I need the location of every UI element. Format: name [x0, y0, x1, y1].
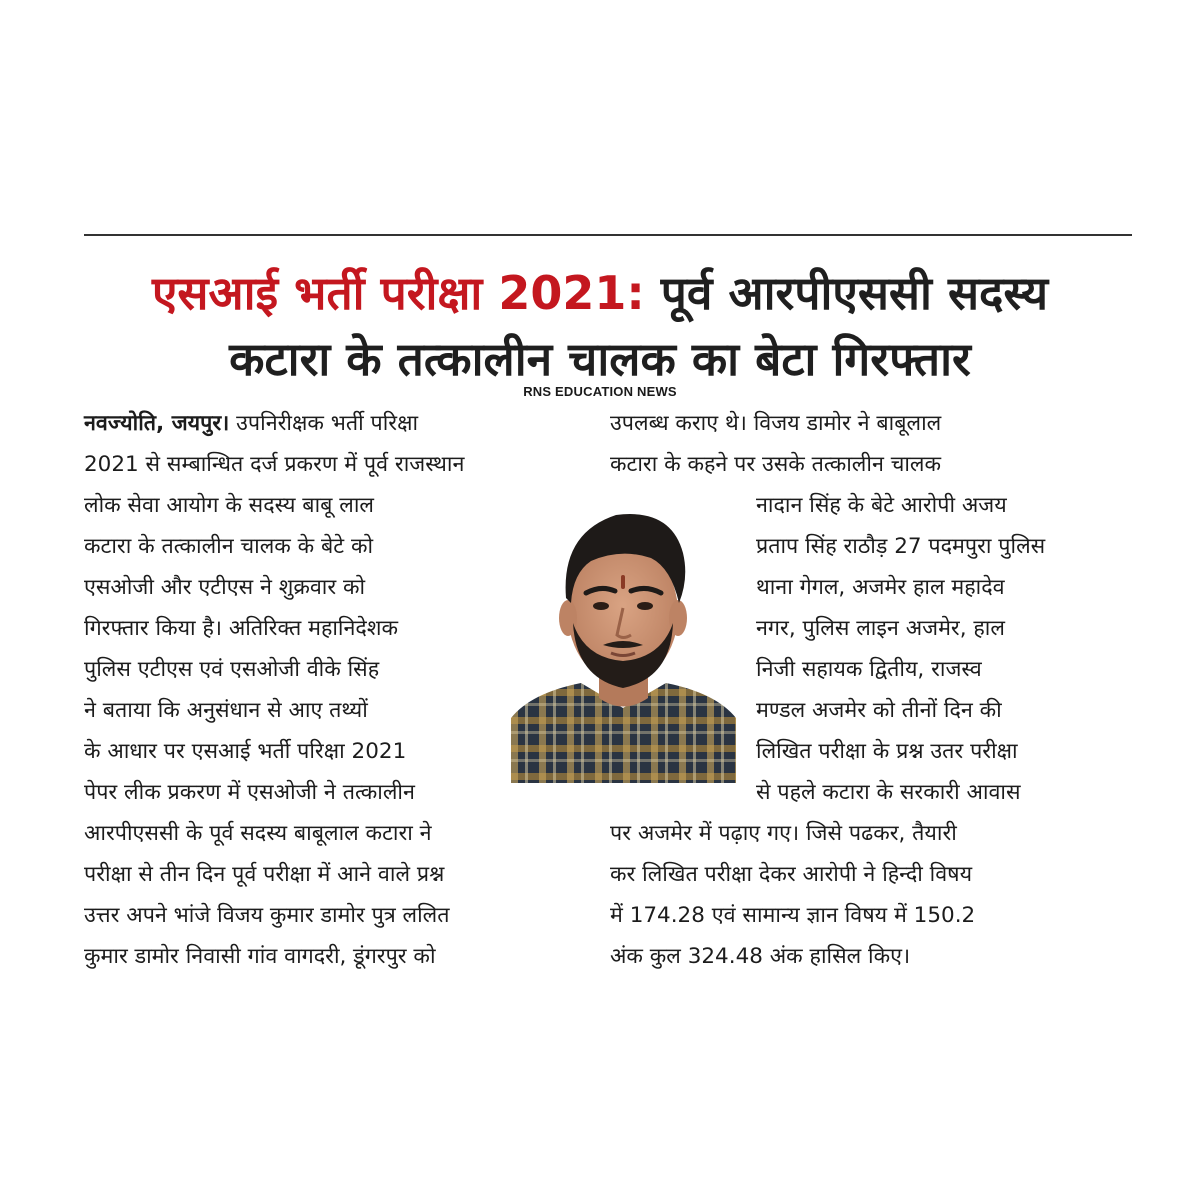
left-line-7: पुलिस एटीएस एवं एसओजी वीके सिंह	[84, 657, 380, 682]
right-line-8: मण्डल अजमेर को तीनों दिन की	[756, 698, 1002, 723]
right-line-11: पर अजमेर में पढ़ाए गए। जिसे पढकर, तैयारी	[610, 821, 957, 846]
left-line-12: परीक्षा से तीन दिन पूर्व परीक्षा में आने वाले प्रश्न	[84, 862, 445, 887]
left-line-3: लोक सेवा आयोग के सदस्य बाबू लाल	[84, 493, 374, 518]
left-line-4: कटारा के तत्कालीन चालक के बेटे को	[84, 534, 374, 559]
headline-line-2: कटारा के तत्कालीन चालक का बेटा गिरफ्तार	[229, 332, 971, 386]
left-line-1	[84, 406, 584, 442]
right-line-9: लिखित परीक्षा के प्रश्न उतर परीक्षा	[756, 739, 1018, 764]
left-line-6: गिरफ्तार किया है। अतिरिक्त महानिदेशक	[84, 616, 398, 641]
portrait-illustration	[511, 493, 736, 783]
top-rule	[84, 234, 1132, 236]
right-line-7: निजी सहायक द्वितीय, राजस्व	[756, 657, 982, 682]
dateline: नवज्योति, जयपुर।	[84, 411, 230, 436]
right-line-13: में 174.28 एवं सामान्य ज्ञान विषय में 150.2	[610, 903, 976, 928]
headline-red-part: एसआई भर्ती परीक्षा 2021:	[151, 266, 645, 320]
portrait-photo	[511, 493, 736, 783]
left-line-5: एसओजी और एटीएस ने शुक्रवार को	[84, 575, 366, 600]
right-line-1: उपलब्ध कराए थे। विजय डामोर ने बाबूलाल	[610, 411, 942, 436]
right-line-14: अंक कुल 324.48 अंक हासिल किए।	[610, 944, 911, 969]
left-line-2: 2021 से सम्बान्धित दर्ज प्रकरण में पूर्व राजस्थान	[84, 452, 465, 477]
left-line-10: पेपर लीक प्रकरण में एसओजी ने तत्कालीन	[84, 780, 415, 805]
headline-dark-part: पूर्व आरपीएससी सदस्य	[660, 266, 1049, 320]
right-line-12: कर लिखित परीक्षा देकर आरोपी ने हिन्दी विषय	[610, 862, 973, 887]
headline-line-1	[60, 266, 1140, 320]
right-line-2: कटारा के कहने पर उसके तत्कालीन चालक	[610, 452, 942, 477]
left-line-1-text: उपनिरीक्षक भर्ती परिक्षा	[236, 411, 419, 436]
right-line-4: प्रताप सिंह राठौड़ 27 पदमपुरा पुलिस	[756, 534, 1046, 559]
left-line-11: आरपीएससी के पूर्व सदस्य बाबूलाल कटारा ने	[84, 821, 432, 846]
watermark-label: RNS EDUCATION NEWS	[523, 384, 677, 399]
right-line-10: से पहले कटारा के सरकारी आवास	[756, 780, 1021, 805]
left-line-14: कुमार डामोर निवासी गांव वागदरी, डूंगरपुर को	[84, 944, 436, 969]
right-line-3: नादान सिंह के बेटे आरोपी अजय	[756, 493, 1007, 518]
left-line-13: उत्तर अपने भांजे विजय कुमार डामोर पुत्र ललित	[84, 903, 450, 928]
right-line-5: थाना गेगल, अजमेर हाल महादेव	[756, 575, 1005, 600]
right-line-6: नगर, पुलिस लाइन अजमेर, हाल	[756, 616, 1005, 641]
left-line-9: के आधार पर एसआई भर्ती परिक्षा 2021	[84, 739, 407, 764]
left-line-8: ने बताया कि अनुसंधान से आए तथ्यों	[84, 698, 368, 723]
